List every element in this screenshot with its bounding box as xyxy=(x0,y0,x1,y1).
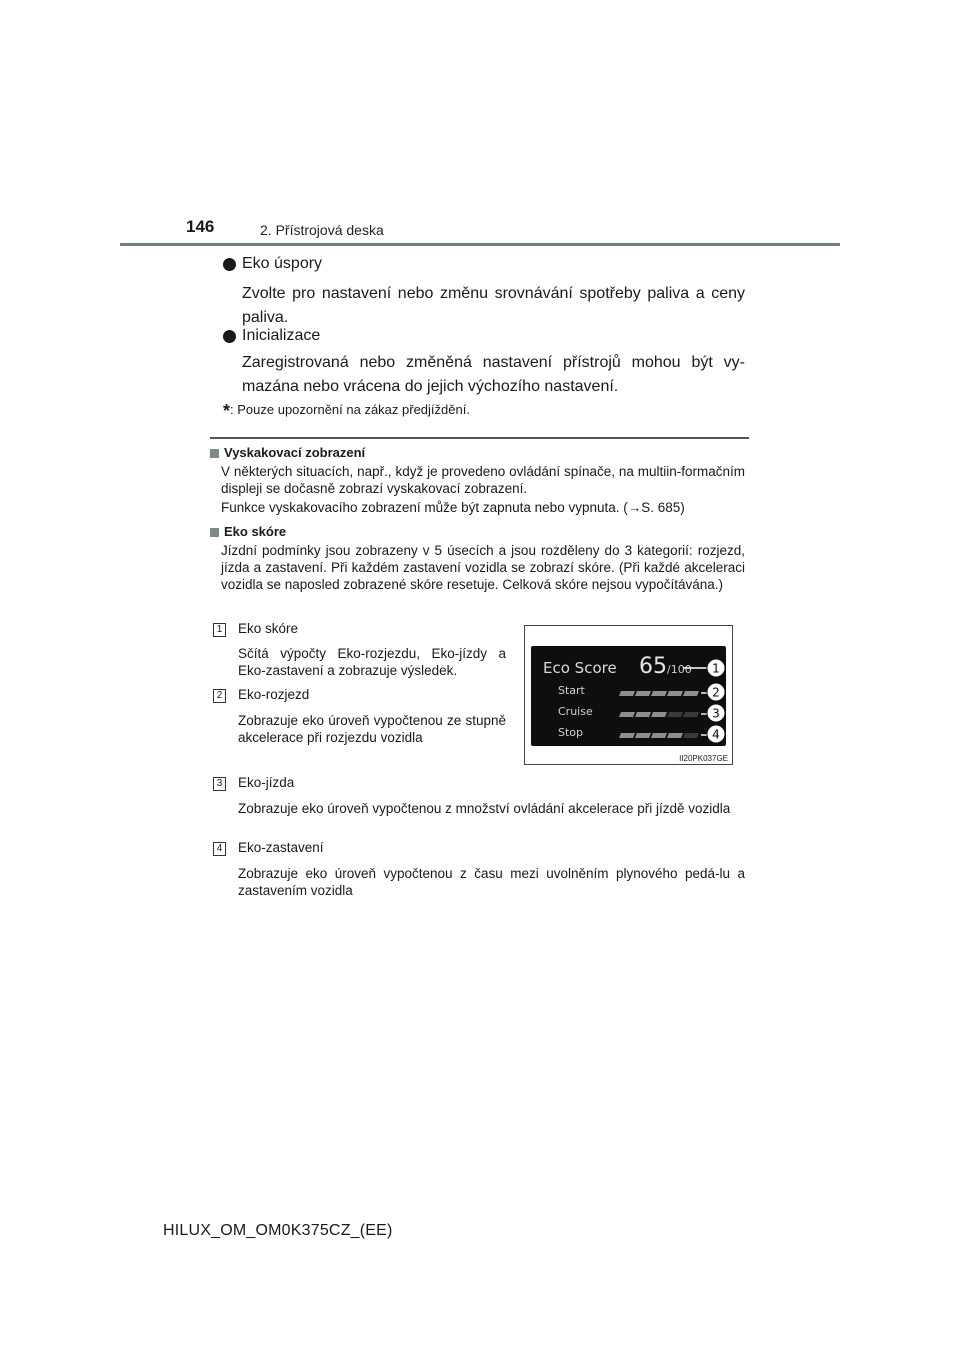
footnote-text: : Pouze upozornění na zákaz předjíždění. xyxy=(230,402,470,417)
callout-4: 4 xyxy=(712,727,720,742)
cruise-segments xyxy=(619,712,699,717)
callout-1: 1 xyxy=(712,661,720,676)
eco-item-title: Eko skóre xyxy=(238,621,299,636)
callout-number: 4 xyxy=(213,842,226,856)
eco-score-graphic xyxy=(531,646,726,746)
callout-lines xyxy=(683,668,711,735)
callout-2: 2 xyxy=(712,685,720,700)
figure-code: II20PK037GE xyxy=(679,754,728,763)
eco-score-title: Eco Score xyxy=(543,659,617,677)
document-id: HILUX_OM_OM0K375CZ_(EE) xyxy=(163,1222,393,1239)
note-title-eko-skore: Eko skóre xyxy=(224,524,287,539)
eco-item-text: Zobrazuje eko úroveň vypočtenou z množství ovládání akcelerace při jízdě vozidla xyxy=(238,801,731,816)
stop-segments xyxy=(619,733,699,738)
note-text-vyskakovaci-2: Funkce vyskakovacího zobrazení může být zapnuta nebo vypnuta. (→S. 685) xyxy=(221,500,685,515)
page-number: 146 xyxy=(186,217,215,236)
callout-number: 3 xyxy=(213,777,226,791)
eco-score-figure xyxy=(524,625,733,765)
section-title: 2. Přístrojová deska xyxy=(260,222,384,238)
section-divider xyxy=(210,437,749,439)
eco-score-max: /100 xyxy=(667,663,692,676)
note-text-eko-skore: Jízdní podmínky jsou zobrazeny v 5 úsecích a jsou rozděleny do 3 kategorií: rozjezd, jízda a zastavení. Při každém zastavení vozidla se zobrazí skóre. (Při každé akceleraci vozidla se naposled zobrazené skóre resetuje. Celková skóre nejsou vypočítávána.) xyxy=(221,543,745,592)
eco-item-title: Eko-rozjezd xyxy=(238,687,310,702)
row-label-stop: Stop xyxy=(558,726,584,739)
eco-item-text: Sčítá výpočty Eko-rozjezdu, Eko-jízdy a Eko-zastavení a zobrazuje výsledek. xyxy=(238,646,506,678)
eco-item-text: Zobrazuje eko úroveň vypočtenou z času mezi uvolněním plynového pedá-lu a zastavením vozidla xyxy=(238,866,745,898)
item-title-eko-uspory: Eko úspory xyxy=(242,255,323,272)
row-label-start: Start xyxy=(558,684,585,697)
item-text-eko-uspory: Zvolte pro nastavení nebo změnu srovnávání spotřeby paliva a ceny paliva. xyxy=(242,285,745,326)
eco-score-display xyxy=(531,646,726,746)
callout-3: 3 xyxy=(712,706,720,721)
footnote xyxy=(223,401,470,422)
note-title-vyskakovaci: Vyskakovací zobrazení xyxy=(224,445,366,460)
header-rule xyxy=(120,243,840,246)
square-bullet-icon xyxy=(210,449,219,458)
square-bullet-icon xyxy=(210,528,219,537)
eco-item-title: Eko-jízda xyxy=(238,775,295,790)
eco-item-text: Zobrazuje eko úroveň vypočtenou ze stupně akcelerace při rozjezdu vozidla xyxy=(238,713,506,745)
footnote-mark: * xyxy=(223,401,231,421)
item-title-inicializace: Inicializace xyxy=(242,327,321,344)
eco-score-value: 65 xyxy=(639,654,667,679)
start-segments xyxy=(619,691,699,696)
bullet-icon xyxy=(223,258,236,271)
note-text-vyskakovaci: V některých situacích, např., když je provedeno ovládání spínače, na multiin-formačním displeji se dočasně zobrazí vyskakovací zobrazení. xyxy=(221,464,745,496)
item-text-inicializace: Zaregistrovaná nebo změněná nastavení přístrojů mohou být vy-mazána nebo vrácena do jejich výchozího nastavení. xyxy=(242,354,745,395)
bullet-icon xyxy=(223,330,236,343)
callout-number: 2 xyxy=(213,689,226,703)
eco-item-title: Eko-zastavení xyxy=(238,840,324,855)
callout-number: 1 xyxy=(213,623,226,637)
row-label-cruise: Cruise xyxy=(558,705,593,718)
